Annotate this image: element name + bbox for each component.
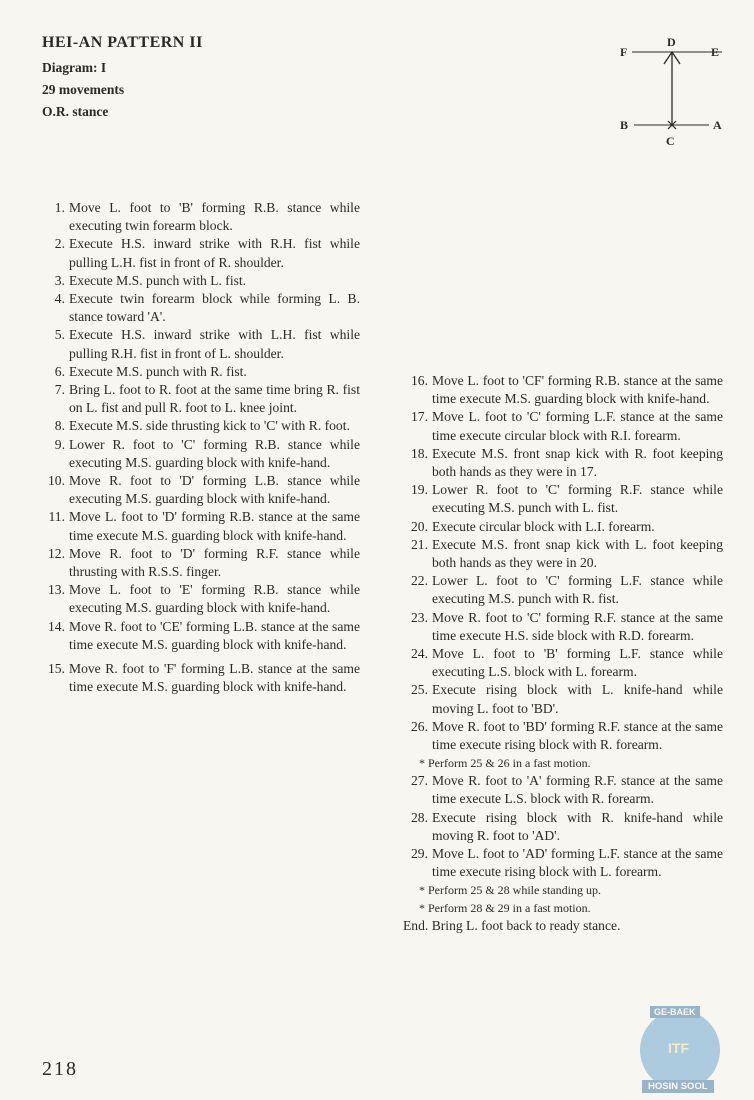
movement-item <box>403 408 723 444</box>
movement-text: Execute rising block with L. knife-hand while moving L. foot to 'BD'. <box>432 682 723 716</box>
movement-number: 4. <box>54 291 65 307</box>
movement-item <box>40 363 360 381</box>
movement-number: 11. <box>48 509 65 525</box>
movement-number: 5. <box>54 327 65 343</box>
movement-item <box>40 290 360 326</box>
diagram-label-e: E <box>711 45 720 59</box>
movement-item <box>403 536 723 572</box>
movement-number: 27. <box>411 773 428 789</box>
watermark-top-text: GE-BAEK <box>650 1006 700 1018</box>
movement-number: 10. <box>48 473 65 489</box>
movement-item <box>403 572 723 608</box>
movement-text: Execute M.S. side thrusting kick to 'C' with R. foot. <box>69 418 350 434</box>
movement-number: 7. <box>54 382 65 398</box>
movement-number: 25. <box>411 682 428 698</box>
diagram-label-a: A <box>713 118 722 132</box>
movement-item <box>40 381 360 417</box>
movement-number: 13. <box>48 582 65 598</box>
movement-item <box>40 618 360 654</box>
movement-number: 20. <box>411 518 428 534</box>
movement-text: Execute twin forearm block while forming L. B. stance toward 'A'. <box>69 291 360 325</box>
movement-number: 26. <box>411 718 428 734</box>
movement-item <box>403 518 723 536</box>
movement-number: 22. <box>411 573 428 589</box>
note-standing-up: * Perform 25 & 28 while standing up. <box>419 883 601 898</box>
pattern-title: HEI-AN PATTERN II <box>42 34 203 51</box>
movement-number: 6. <box>54 363 65 379</box>
movement-list-left <box>40 199 360 696</box>
watermark-logo <box>620 1000 750 1098</box>
watermark-center-text: ITF <box>668 1040 689 1056</box>
movement-text: Bring L. foot to R. foot at the same time bring R. fist on L. fist and pull R. foot to L. knee joint. <box>69 382 360 416</box>
movements-right-column <box>403 372 723 936</box>
movement-item <box>40 581 360 617</box>
direction-diagram <box>612 30 742 155</box>
movement-item <box>40 436 360 472</box>
movement-item <box>403 718 723 754</box>
movement-item <box>40 199 360 235</box>
movement-item <box>403 481 723 517</box>
page-number: 218 <box>42 1058 78 1080</box>
movement-text: Move R. foot to 'C' forming R.F. stance at the same time execute H.S. side block with R.D. forearm. <box>432 609 723 643</box>
movement-number: 16. <box>411 373 428 388</box>
movement-text: Execute M.S. punch with L. fist. <box>69 272 247 288</box>
diagram-line <box>42 57 203 79</box>
diagram-label: Diagram: <box>42 60 98 75</box>
movement-item <box>403 845 723 881</box>
movement-text: Lower L. foot to 'C' forming L.F. stance while executing M.S. punch with R. fist. <box>432 573 723 607</box>
movement-text: Move L. foot to 'B' forming L.F. stance while executing L.S. block with L. forearm. <box>432 646 723 680</box>
movement-number: 2. <box>54 236 65 252</box>
movement-text: Lower R. foot to 'C' forming R.F. stance while executing M.S. punch with L. fist. <box>432 482 723 516</box>
movement-list-right <box>403 372 723 754</box>
movement-text: Execute circular block with L.I. forearm. <box>432 518 655 534</box>
movement-number: 14. <box>48 618 65 634</box>
movement-number: 21. <box>411 536 428 552</box>
diagram-label-d: D <box>667 35 676 49</box>
movement-text: Move L. foot to 'C' forming L.F. stance at the same time execute circular block with R.I. forearm. <box>432 409 723 443</box>
diagram-symbol: I <box>100 60 107 75</box>
movement-item <box>40 545 360 581</box>
note-fast-motion-25-26: * Perform 25 & 26 in a fast motion. <box>419 756 591 771</box>
movement-item <box>40 472 360 508</box>
movement-item <box>40 235 360 271</box>
movements-count: 29 movements <box>42 82 125 97</box>
movement-text: Execute M.S. front snap kick with R. foot keeping both hands as they were in 17. <box>432 445 723 480</box>
movement-text: Execute rising block with R. knife-hand while moving R. foot to 'AD'. <box>432 809 723 843</box>
movement-item <box>40 272 360 290</box>
movement-text: Move L. foot to 'E' forming R.B. stance while executing M.S. guarding block with knife-hand. <box>69 582 360 616</box>
movement-text: Execute M.S. punch with R. fist. <box>69 363 247 379</box>
starting-stance: O.R. stance <box>42 104 109 119</box>
movement-text: Execute H.S. inward strike with R.H. fist while pulling L.H. fist in front of R. shoulder. <box>69 236 360 270</box>
pattern-header <box>42 34 203 123</box>
movement-item <box>40 660 360 696</box>
movement-item <box>403 809 723 845</box>
movement-item <box>40 508 360 544</box>
movement-item <box>403 609 723 645</box>
movement-number: 19. <box>411 482 428 498</box>
movement-item <box>403 445 723 481</box>
movement-number: 28. <box>411 809 428 825</box>
movement-text: Execute M.S. front snap kick with L. foot keeping both hands as they were in 20. <box>432 536 723 571</box>
note-fast-motion-28-29: * Perform 28 & 29 in a fast motion. <box>419 901 591 916</box>
movement-item <box>403 372 723 408</box>
movement-number: 17. <box>411 409 428 425</box>
movement-text: Move R. foot to 'CE' forming L.B. stance at the same time execute M.S. guarding block with knife-hand. <box>69 618 360 652</box>
movement-item <box>403 681 723 717</box>
movement-text: Move L. foot to 'D' forming R.B. stance at the same time execute M.S. guarding block with knife-hand. <box>69 509 360 543</box>
movement-number: 29. <box>411 846 428 862</box>
diagram-label-b: B <box>620 118 629 132</box>
movement-text: Move R. foot to 'BD' forming R.F. stance at the same time execute rising block with R. forearm. <box>432 718 723 753</box>
movement-text: Move R. foot to 'D' forming L.B. stance while executing M.S. guarding block with knife-hand. <box>69 473 360 507</box>
diagram-label-f: F <box>620 45 628 59</box>
movement-text: Move R. foot to 'A' forming R.F. stance at the same time execute L.S. block with R. forearm. <box>432 773 723 807</box>
movement-number: 8. <box>54 418 65 434</box>
movement-text: Move L. foot to 'CF' forming R.B. stance at the same time execute M.S. guarding block with knife-hand. <box>432 373 723 407</box>
movement-list-right-2 <box>403 772 723 881</box>
direction-diagram-svg <box>612 30 742 155</box>
movement-number: 1. <box>54 200 65 215</box>
movement-text: Lower R. foot to 'C' forming R.B. stance while executing M.S. guarding block with knife-hand. <box>69 436 360 470</box>
movement-item <box>40 326 360 362</box>
movement-text: Move L. foot to 'AD' forming L.F. stance at the same time execute rising block with L. forearm. <box>432 846 723 880</box>
movement-number: 3. <box>54 272 65 288</box>
movement-text: Move R. foot to 'D' forming R.F. stance while thrusting with R.S.S. finger. <box>69 545 360 580</box>
movement-number: 15. <box>48 661 65 677</box>
movement-item <box>403 645 723 681</box>
movement-text: Move L. foot to 'B' forming R.B. stance while executing twin forearm block. <box>69 200 360 234</box>
movement-item <box>403 772 723 808</box>
diagram-label-c: C <box>666 134 675 148</box>
movement-item <box>40 417 360 435</box>
movement-number: 24. <box>411 646 428 662</box>
watermark-bottom-text: HOSIN SOOL <box>642 1080 714 1093</box>
end-instruction: End. Bring L. foot back to ready stance. <box>403 918 621 934</box>
movement-text: Execute H.S. inward strike with L.H. fist while pulling R.H. fist in front of L. shoulder. <box>69 327 360 361</box>
movement-number: 23. <box>411 609 428 625</box>
movement-number: 9. <box>54 436 65 452</box>
movements-left-column <box>40 199 360 696</box>
movement-text: Move R. foot to 'F' forming L.B. stance at the same time execute M.S. guarding block with knife-hand. <box>69 661 360 695</box>
movement-number: 18. <box>411 445 428 461</box>
movement-number: 12. <box>48 545 65 561</box>
